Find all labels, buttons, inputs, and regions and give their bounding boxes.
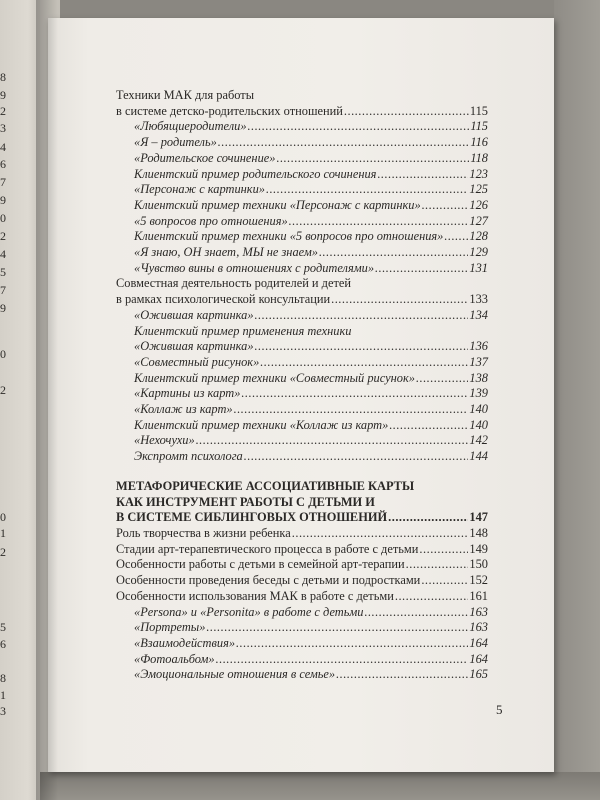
facing-page-number: 2 xyxy=(0,383,6,397)
toc-dot-leader xyxy=(388,510,468,526)
toc-dot-leader xyxy=(292,526,469,542)
toc-page-number: 131 xyxy=(469,260,488,275)
toc-entry-title: «Персонаж с картинки» xyxy=(134,182,265,197)
toc-entry-title: Клиентский пример техники «Совместный рисунок» xyxy=(134,370,415,385)
toc-page-number: 144 xyxy=(469,449,488,464)
toc-entry xyxy=(116,636,488,652)
toc-page-number: 138 xyxy=(469,370,488,385)
toc-dot-leader xyxy=(266,182,468,198)
facing-page-number: 9 xyxy=(0,301,6,315)
toc-entry xyxy=(116,418,488,434)
toc-entry xyxy=(116,119,488,135)
toc-entry xyxy=(116,510,488,526)
toc-heading-line xyxy=(116,276,488,292)
background-right xyxy=(554,0,600,800)
toc-entry xyxy=(116,371,488,387)
toc-page-number: 116 xyxy=(470,135,488,150)
facing-page-number: 6 xyxy=(0,637,6,651)
toc-page-number: 140 xyxy=(469,402,488,417)
toc-dot-leader xyxy=(344,104,469,120)
facing-page-number: 7 xyxy=(0,175,6,189)
toc-entry xyxy=(116,167,488,183)
toc-entry-title: Роль творчества в жизни ребенка xyxy=(116,525,291,540)
toc-entry-title: «5 вопросов про отношения» xyxy=(134,213,288,228)
toc-entry xyxy=(116,261,488,277)
toc-page-number: 165 xyxy=(469,667,488,682)
toc-entry-title: «Ожившая картинка» xyxy=(134,307,254,322)
facing-page-number: 9 xyxy=(0,88,6,102)
toc-entry xyxy=(116,198,488,214)
toc-heading-line xyxy=(116,88,488,104)
toc-entry xyxy=(116,151,488,167)
toc-dot-leader xyxy=(395,589,469,605)
toc-page-number: 136 xyxy=(469,339,488,354)
toc-page-number: 125 xyxy=(469,182,488,197)
toc-page-number: 115 xyxy=(470,119,488,134)
toc-entry-title: «Чувство вины в отношениях с родителями» xyxy=(134,260,375,275)
facing-page-number: 7 xyxy=(0,283,6,297)
toc-dot-leader xyxy=(375,261,468,277)
facing-page-number: 5 xyxy=(0,265,6,279)
toc-page-number: 142 xyxy=(469,433,488,448)
toc-entry xyxy=(116,104,488,120)
toc-dot-leader xyxy=(206,620,468,636)
toc-entry xyxy=(116,667,488,683)
toc-dot-leader xyxy=(241,386,468,402)
toc-entry xyxy=(116,542,488,558)
toc-page-number: 115 xyxy=(469,103,488,118)
toc-page-number: 163 xyxy=(469,620,488,635)
toc-entry-title: Техники МАК для работы xyxy=(116,88,255,102)
toc-entry xyxy=(116,135,488,151)
toc-entry xyxy=(116,449,488,465)
facing-page-number: 9 xyxy=(0,193,6,207)
toc-page-number: 127 xyxy=(469,213,488,228)
toc-entry xyxy=(116,605,488,621)
toc-entry-title: «Картины из карт» xyxy=(134,386,241,401)
toc-dot-leader xyxy=(331,292,468,308)
toc-dot-leader xyxy=(364,605,468,621)
toc-heading-line xyxy=(116,495,488,511)
toc-entry xyxy=(116,526,488,542)
toc-entry xyxy=(116,292,488,308)
facing-page-number: 3 xyxy=(0,704,6,718)
toc-entry-title: Клиентский пример применения техники xyxy=(134,323,352,338)
toc-entry-title: «Эмоциональные отношения в семье» xyxy=(134,667,336,682)
toc-page-number: 140 xyxy=(469,417,488,432)
toc-entry-title: «Persona» и «Personita» в работе с детьми xyxy=(134,604,364,619)
facing-page-number: 4 xyxy=(0,247,6,261)
toc-entry-title: В СИСТЕМЕ СИБЛИНГОВЫХ ОТНОШЕНИЙ xyxy=(116,510,388,525)
toc-entry-title: МЕТАФОРИЧЕСКИЕ АССОЦИАТИВНЫЕ КАРТЫ xyxy=(116,478,415,493)
toc-page-number: 148 xyxy=(469,525,488,540)
toc-entry xyxy=(116,652,488,668)
facing-page-number: 0 xyxy=(0,510,6,524)
facing-page-number: 3 xyxy=(0,121,6,135)
table-of-contents xyxy=(116,88,488,683)
toc-entry-title: Особенности проведения беседы с детьми и подростками xyxy=(116,573,421,588)
toc-entry xyxy=(116,573,488,589)
toc-dot-leader xyxy=(377,167,468,183)
toc-entry xyxy=(116,620,488,636)
toc-page-number: 128 xyxy=(469,229,488,244)
facing-page-number: 8 xyxy=(0,671,6,685)
toc-entry-title: «Я знаю, ОН знает, МЫ не знаем» xyxy=(134,245,318,260)
toc-entry-title: «Взаимодействия» xyxy=(134,635,236,650)
toc-entry-title: Особенности использования МАК в работе с детьми xyxy=(116,588,394,603)
toc-page-number: 129 xyxy=(469,245,488,260)
facing-page-number: 0 xyxy=(0,347,6,361)
toc-entry-title: «Портреты» xyxy=(134,620,206,635)
toc-dot-leader xyxy=(319,245,468,261)
toc-entry xyxy=(116,245,488,261)
toc-dot-leader xyxy=(218,135,470,151)
facing-page-number: 8 xyxy=(0,70,6,84)
toc-entry-title: Клиентский пример техники «5 вопросов про отношения» xyxy=(134,229,444,244)
toc-dot-leader xyxy=(260,355,468,371)
toc-dot-leader xyxy=(255,339,469,355)
toc-entry xyxy=(116,182,488,198)
facing-page-number: 2 xyxy=(0,104,6,118)
toc-entry-title: Совместная деятельность родителей и детей xyxy=(116,276,352,291)
toc-page-number: 137 xyxy=(469,354,488,369)
toc-entry-title: Особенности работы с детьми в семейной арт-терапии xyxy=(116,557,405,572)
toc-dot-leader xyxy=(416,371,468,387)
toc-dot-leader xyxy=(244,449,469,465)
toc-page-number: 139 xyxy=(469,386,488,401)
toc-page-number: 164 xyxy=(469,651,488,666)
toc-page-number: 149 xyxy=(469,541,488,556)
toc-dot-leader xyxy=(248,119,470,135)
toc-dot-leader xyxy=(389,418,468,434)
toc-page-number: 123 xyxy=(469,166,488,181)
toc-entry-title: Клиентский пример родительского сочинения xyxy=(134,166,377,181)
toc-dot-leader xyxy=(255,308,469,324)
toc-entry xyxy=(116,308,488,324)
toc-entry xyxy=(116,214,488,230)
facing-page-number: 2 xyxy=(0,229,6,243)
toc-entry xyxy=(116,589,488,605)
toc-entry-title: в рамках психологической консультации xyxy=(116,292,331,307)
toc-page-number: 133 xyxy=(469,292,488,307)
spine-shadow xyxy=(36,0,58,800)
toc-entry-title: «Я – родитель» xyxy=(134,135,217,150)
toc-entry-title: «Родительское сочинение» xyxy=(134,150,276,165)
toc-entry-title: в системе детско-родительских отношений xyxy=(116,103,343,118)
toc-dot-leader xyxy=(419,542,468,558)
toc-entry xyxy=(116,355,488,371)
toc-entry xyxy=(116,229,488,245)
toc-entry-title: «Коллаж из карт» xyxy=(134,402,233,417)
toc-dot-leader xyxy=(289,214,469,230)
toc-entry-title: КАК ИНСТРУМЕНТ РАБОТЫ С ДЕТЬМИ И xyxy=(116,494,375,509)
toc-dot-leader xyxy=(336,667,468,683)
page-number: 5 xyxy=(496,702,503,717)
facing-page-number: 1 xyxy=(0,688,6,702)
facing-page-number: 1 xyxy=(0,526,6,540)
toc-entry-title: «Нехочухи» xyxy=(134,433,195,448)
toc-page-number: 164 xyxy=(469,635,488,650)
toc-heading-line xyxy=(116,324,488,340)
toc-page-number: 152 xyxy=(469,573,488,588)
toc-entry-title: «Фотоальбом» xyxy=(134,651,215,666)
facing-page xyxy=(0,0,40,800)
toc-page-number: 161 xyxy=(469,588,488,603)
toc-entry xyxy=(116,402,488,418)
toc-dot-leader xyxy=(406,557,469,573)
toc-page-number: 134 xyxy=(469,307,488,322)
facing-page-number: 6 xyxy=(0,157,6,171)
facing-page-number: 2 xyxy=(0,545,6,559)
toc-page-number: 163 xyxy=(469,604,488,619)
toc-entry-title: «Любящиеродители» xyxy=(134,119,247,134)
toc-entry-title: Клиентский пример техники «Персонаж с картинки» xyxy=(134,197,421,212)
toc-gap xyxy=(116,465,488,479)
toc-dot-leader xyxy=(421,573,468,589)
toc-dot-leader xyxy=(234,402,469,418)
toc-dot-leader xyxy=(276,151,469,167)
toc-entry-title: «Ожившая картинка» xyxy=(134,339,254,354)
toc-entry xyxy=(116,433,488,449)
toc-dot-leader xyxy=(422,198,469,214)
toc-dot-leader xyxy=(444,229,468,245)
facing-page-number: 0 xyxy=(0,211,6,225)
toc-entry-title: Экспромт психолога xyxy=(134,449,243,464)
toc-dot-leader xyxy=(216,652,469,668)
toc-entry-title: Клиентский пример техники «Коллаж из карт» xyxy=(134,417,389,432)
toc-entry-title: «Совместный рисунок» xyxy=(134,354,260,369)
toc-page-number: 147 xyxy=(469,510,488,525)
facing-page-number: 5 xyxy=(0,620,6,634)
toc-entry xyxy=(116,386,488,402)
facing-page-number: 4 xyxy=(0,140,6,154)
toc-page-number: 150 xyxy=(469,557,488,572)
toc-heading-line xyxy=(116,479,488,495)
toc-dot-leader xyxy=(196,433,469,449)
toc-dot-leader xyxy=(236,636,468,652)
toc-entry xyxy=(116,557,488,573)
toc-entry xyxy=(116,339,488,355)
toc-entry-title: Стадии арт-терапевтического процесса в работе с детьми xyxy=(116,541,419,556)
facing-page-numbers xyxy=(0,0,22,800)
toc-page-number: 126 xyxy=(469,197,488,212)
background-bottom xyxy=(0,772,600,800)
toc-page-number: 118 xyxy=(470,150,488,165)
